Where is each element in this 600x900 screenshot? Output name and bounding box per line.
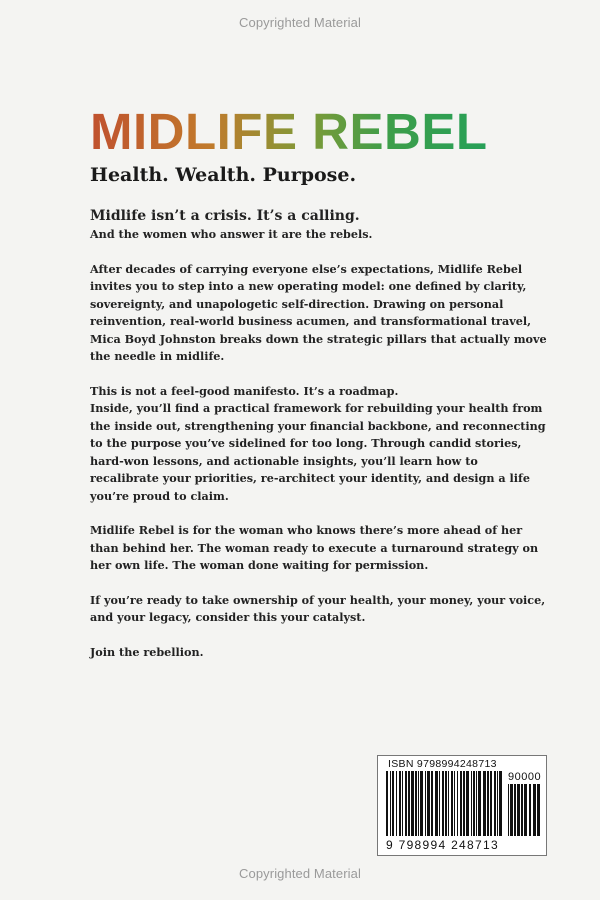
blurb-paragraph-2-block	[90, 383, 550, 506]
blurb-paragraph-2: Inside, you’ll find a practical framework for rebuilding your health from the inside out, strengthening your financial backbone, and reconnecting to the purpose you’ve sidelined for too long. Through candid stories, hard-won lessons, and actionable insights, you’ll learn how to recalibrate your priorities, re-architect your identity, and design a life you’re proud to claim.	[90, 401, 546, 503]
copyright-watermark-top: Copyrighted Material	[239, 15, 361, 30]
book-title: MIDLIFE REBEL	[90, 103, 488, 160]
lead-subline: And the women who answer it are the rebels.	[90, 227, 373, 241]
barcode-addon-bars-icon	[508, 784, 542, 836]
blurb-paragraph-2-intro: This is not a feel-good manifesto. It’s a roadmap.	[90, 383, 399, 398]
barcode-digits: 9 798994 248713	[386, 838, 499, 852]
blurb-paragraph-3: Midlife Rebel is for the woman who knows there’s more ahead of her than behind her. The woman ready to execute a turnaround strategy on her own life. The woman done waiting for permission.	[90, 523, 539, 572]
blurb-closing: Join the rebellion.	[90, 644, 204, 659]
isbn-label: ISBN 9798994248713	[388, 758, 497, 770]
lead-headline: Midlife isn’t a crisis. It’s a calling.	[90, 208, 360, 224]
blurb-paragraph-1: After decades of carrying everyone else’s expectations, Midlife Rebel invites you to step into a new operating model: one defined by clarity, sovereignty, and unapologetic self-direction. Drawing on personal reinvention, real-world business acumen, and transformational travel, Mica Boyd Johnston breaks down the strategic pillars that actually move the needle in midlife.	[90, 261, 547, 363]
price-code: 90000	[508, 771, 542, 783]
barcode-bars-icon	[386, 771, 502, 836]
blurb-paragraph-4: If you’re ready to take ownership of your health, your money, your voice, and your legacy, consider this your catalyst.	[90, 592, 546, 624]
book-tagline: Health. Wealth. Purpose.	[90, 164, 357, 186]
blurb	[90, 206, 550, 678]
isbn-barcode	[377, 755, 547, 856]
lead-block	[90, 206, 550, 244]
copyright-watermark-bottom: Copyrighted Material	[239, 866, 361, 881]
